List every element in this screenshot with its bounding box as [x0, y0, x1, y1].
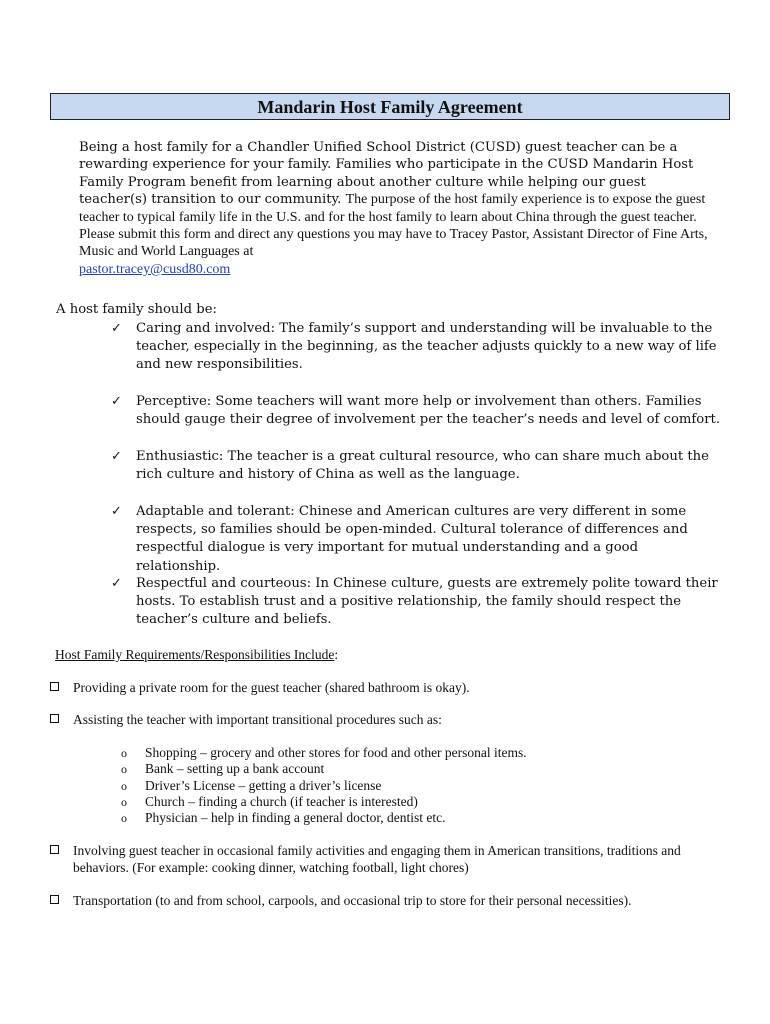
- list-item: [121, 745, 641, 761]
- qualities-lead: A host family should be:: [56, 302, 217, 317]
- transitional-procedures-list: [121, 745, 641, 826]
- quality-item: [111, 503, 726, 576]
- quality-item: [111, 575, 726, 630]
- list-item: [121, 810, 641, 826]
- quality-text: Enthusiastic: The teacher is a great cultural resource, who can share much about the rich culture and history of China as well as the language.: [136, 449, 709, 483]
- requirement-text: Involving guest teacher in occasional family activities and engaging them in American transitions, traditions and behaviors. (For example: cooking dinner, watching football, light chores): [73, 843, 681, 875]
- requirements-heading-suffix: :: [334, 647, 339, 662]
- quality-text: Adaptable and tolerant: Chinese and American cultures are very different in some respects, so families should be open-minded. Cultural tolerance of differences and respectful dialogue is very important for mutual understanding and a good relationship.: [136, 504, 688, 574]
- list-item-text: Driver’s License – getting a driver’s license: [145, 777, 382, 793]
- requirement-item: [50, 712, 710, 729]
- requirements-heading: [55, 647, 338, 663]
- list-item-text: Bank – setting up a bank account: [145, 761, 325, 777]
- checkbox-icon[interactable]: [50, 682, 59, 691]
- checkmark-icon: ✓: [111, 504, 122, 519]
- intro-text-2: The purpose of the host family experience is to expose the guest teacher to typical family life in the U.S. and for the host family to learn about China through the guest teacher. Please submit this form and direct any questions you may have to Tracey Pastor, Assistant Director of Fine Arts, Music and World Languages at: [79, 192, 708, 260]
- quality-item: [111, 393, 726, 429]
- quality-item: [111, 320, 726, 375]
- list-item-text: Physician – help in finding a general doctor, dentist etc.: [145, 810, 446, 826]
- list-item: [121, 778, 641, 794]
- intro-paragraph: [79, 139, 709, 278]
- checkmark-icon: ✓: [111, 449, 122, 464]
- checkmark-icon: ✓: [111, 321, 122, 336]
- circle-bullet-icon: o: [121, 746, 127, 760]
- circle-bullet-icon: o: [121, 762, 127, 777]
- list-item: [121, 794, 641, 810]
- requirement-text: Assisting the teacher with important transitional procedures such as:: [73, 712, 442, 727]
- quality-text: Perceptive: Some teachers will want more help or involvement than others. Families should gauge their degree of involvement per the teacher’s needs and level of comfort.: [136, 394, 721, 428]
- requirement-text: Transportation (to and from school, carpools, and occasional trip to store for their personal necessities).: [73, 893, 632, 908]
- document-title-banner: [50, 93, 730, 120]
- checkbox-icon[interactable]: [50, 845, 59, 854]
- checkbox-icon[interactable]: [50, 714, 59, 723]
- checkbox-icon[interactable]: [50, 895, 59, 904]
- circle-bullet-icon: o: [121, 778, 127, 793]
- checkmark-icon: ✓: [111, 394, 122, 409]
- requirement-item: [50, 843, 710, 876]
- requirement-item: [50, 680, 710, 697]
- circle-bullet-icon: o: [121, 811, 127, 826]
- list-item-text: Shopping – grocery and other stores for food and other personal items.: [145, 745, 527, 760]
- contact-email-link[interactable]: pastor.tracey@cusd80.com: [79, 261, 231, 277]
- requirement-item: [50, 893, 710, 910]
- list-item-text: Church – finding a church (if teacher is interested): [145, 793, 418, 809]
- requirements-heading-text: Host Family Requirements/Responsibilities Include: [55, 647, 335, 662]
- list-item: [121, 761, 641, 777]
- quality-text: Respectful and courteous: In Chinese culture, guests are extremely polite toward their hosts. To establish trust and a positive relationship, the family should respect the teacher’s culture and beliefs.: [136, 576, 718, 628]
- requirement-text: Providing a private room for the guest teacher (shared bathroom is okay).: [73, 680, 470, 695]
- intro-text: Being a host family for a Chandler Unified School District (CUSD) guest teacher can be a rewarding experience for your family. Families who participate in the CUSD Mandarin Host Family Program benefit from learning about another culture while helping our guest teacher(s) transition to our community.: [79, 140, 694, 208]
- quality-text: Caring and involved: The family’s support and understanding will be invaluable to the teacher, especially in the beginning, as the teacher adjusts quickly to a new way of life and new responsibilities.: [136, 321, 717, 373]
- circle-bullet-icon: o: [121, 794, 127, 809]
- quality-item: [111, 448, 726, 484]
- checkmark-icon: ✓: [111, 576, 122, 591]
- document-title: Mandarin Host Family Agreement: [257, 97, 523, 117]
